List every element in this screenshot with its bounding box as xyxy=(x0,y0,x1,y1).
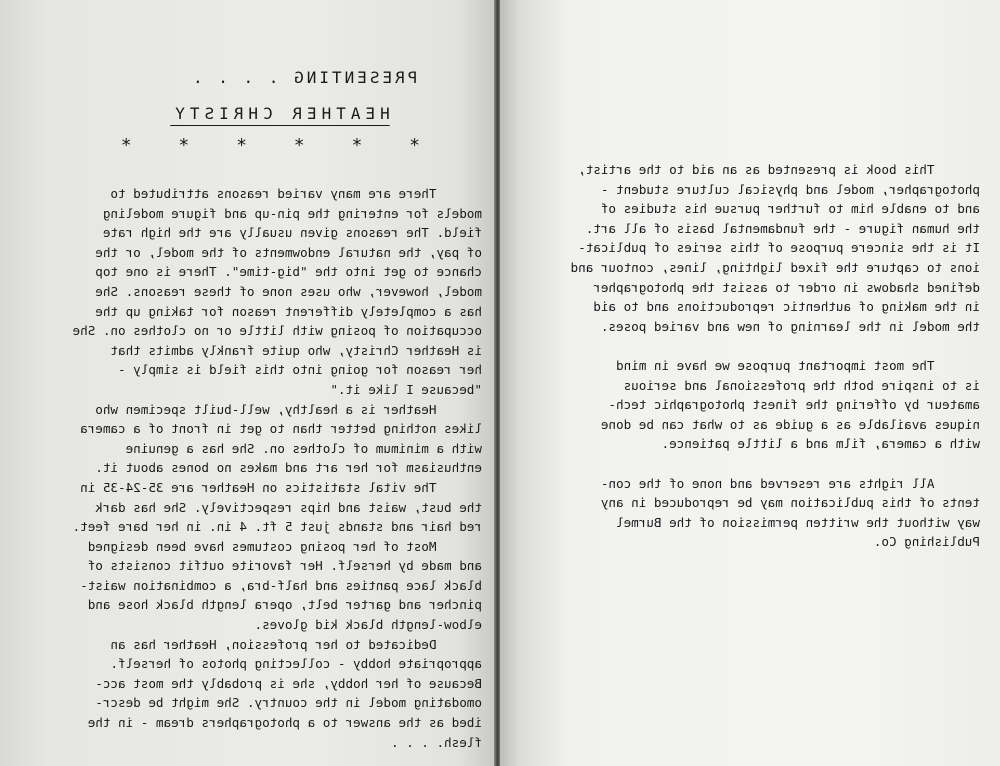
text-line: omodating model in the country. She might be descr- xyxy=(95,695,482,711)
text-line: red hair and stands just 5 ft. 4 in. in her bare feet. xyxy=(72,519,482,535)
text-line: models for entering the pin-up and figure modeling xyxy=(102,205,482,221)
presenting-heading: PRESENTING . . . . xyxy=(190,68,418,87)
text-line: photographer, model and physical culture student - xyxy=(600,181,980,197)
text-line: amateur by offering the finest photographic tech- xyxy=(608,397,980,413)
paragraph xyxy=(550,474,980,552)
text-line: is Heather Christy, who quite frankly admits that xyxy=(110,342,482,358)
text-line: field. The reasons given usually are the high rate xyxy=(102,225,482,241)
text-line: black lace panties and half-bra, a combination waist- xyxy=(80,577,482,593)
text-line: with a minimum of clothes on. She has a genuine xyxy=(125,440,482,456)
text-line: pincher and garter belt, opera length black hose and xyxy=(87,597,482,613)
publication-statement-text xyxy=(550,160,980,571)
text-line: Publishing Co. xyxy=(873,534,980,550)
text-line: Dedicated to her profession, Heather has an xyxy=(110,636,482,652)
text-line: niques available as a guide as to what can be done xyxy=(600,416,980,432)
text-line: with a camera, film and a little patience. xyxy=(661,436,980,452)
text-line: This book is presented as an aid to the artist, xyxy=(578,162,980,177)
text-line: the model in the learning of new and varied poses. xyxy=(600,318,980,334)
text-line: chance to get into the "big-time". There is one top xyxy=(95,264,482,280)
text-line: elbow-length black kid gloves. xyxy=(254,617,482,633)
text-line: the human figure - the fundamental basis of all art. xyxy=(585,220,980,236)
paragraph xyxy=(550,160,980,336)
text-line: and to enable him to further pursue his studies of xyxy=(600,201,980,217)
text-line: appropriate hobby - collecting photos of herself. xyxy=(110,656,482,672)
text-line: All rights are reserved and none of the con- xyxy=(600,475,980,491)
text-line: ibed as the answer to a photographers dream - in the xyxy=(87,715,482,731)
model-name-title: HEATHER CHRISTY xyxy=(170,104,390,123)
text-line: way without the written permission of the Burmel xyxy=(616,514,980,530)
text-line: occupation of posing with little or no clothes on. She xyxy=(72,323,482,339)
text-line: likes nothing better than to get in front of a camera xyxy=(80,421,482,437)
text-line: It is the sincere purpose of this series of publicat- xyxy=(578,240,980,256)
text-line: Most of her posing costumes have been designed xyxy=(87,538,482,554)
text-line: flesh. . . . xyxy=(391,734,482,750)
text-line: ions to capture the fixed lighting, lines, contour and xyxy=(570,259,980,275)
text-line: "because I like it." xyxy=(330,381,482,397)
text-line: of pay, the natural endowments of the model, or the xyxy=(95,244,482,260)
text-line: enthusiasm for her art and makes no bones about it. xyxy=(95,460,482,476)
left-page xyxy=(0,0,496,766)
text-line: and made by herself. Her favorite outfit consists of xyxy=(87,558,482,574)
text-line: is to inspire both the professional and serious xyxy=(623,377,980,393)
paragraph xyxy=(550,356,980,454)
text-line: in the making of authentic reproductions and to aid xyxy=(593,299,980,315)
text-line: has a completely different reason for taking up the xyxy=(95,303,482,319)
text-line: Because of her hobby, she is probably the most acc- xyxy=(95,675,482,691)
text-line: her reason for going into this field is simply - xyxy=(118,362,482,378)
star-divider: * * * * * * xyxy=(102,135,420,156)
text-line: The most important purpose we have in mind xyxy=(616,357,980,373)
text-line: tents of this publication may be reproduced in any xyxy=(600,495,980,511)
text-line: There are many varied reasons attributed to xyxy=(110,186,482,201)
text-line: defined shadows in order to assist the photographer xyxy=(593,279,980,295)
text-line: The vital statistics on Heather are 35-24-35 in xyxy=(80,479,482,495)
text-line: the bust, waist and hips respectively. She has dark xyxy=(95,499,482,515)
text-line: Heather is a healthy, well-built specimen who xyxy=(95,401,482,417)
model-biography-text xyxy=(12,184,482,752)
text-line: model, however, who uses none of these reasons. She xyxy=(95,283,482,299)
